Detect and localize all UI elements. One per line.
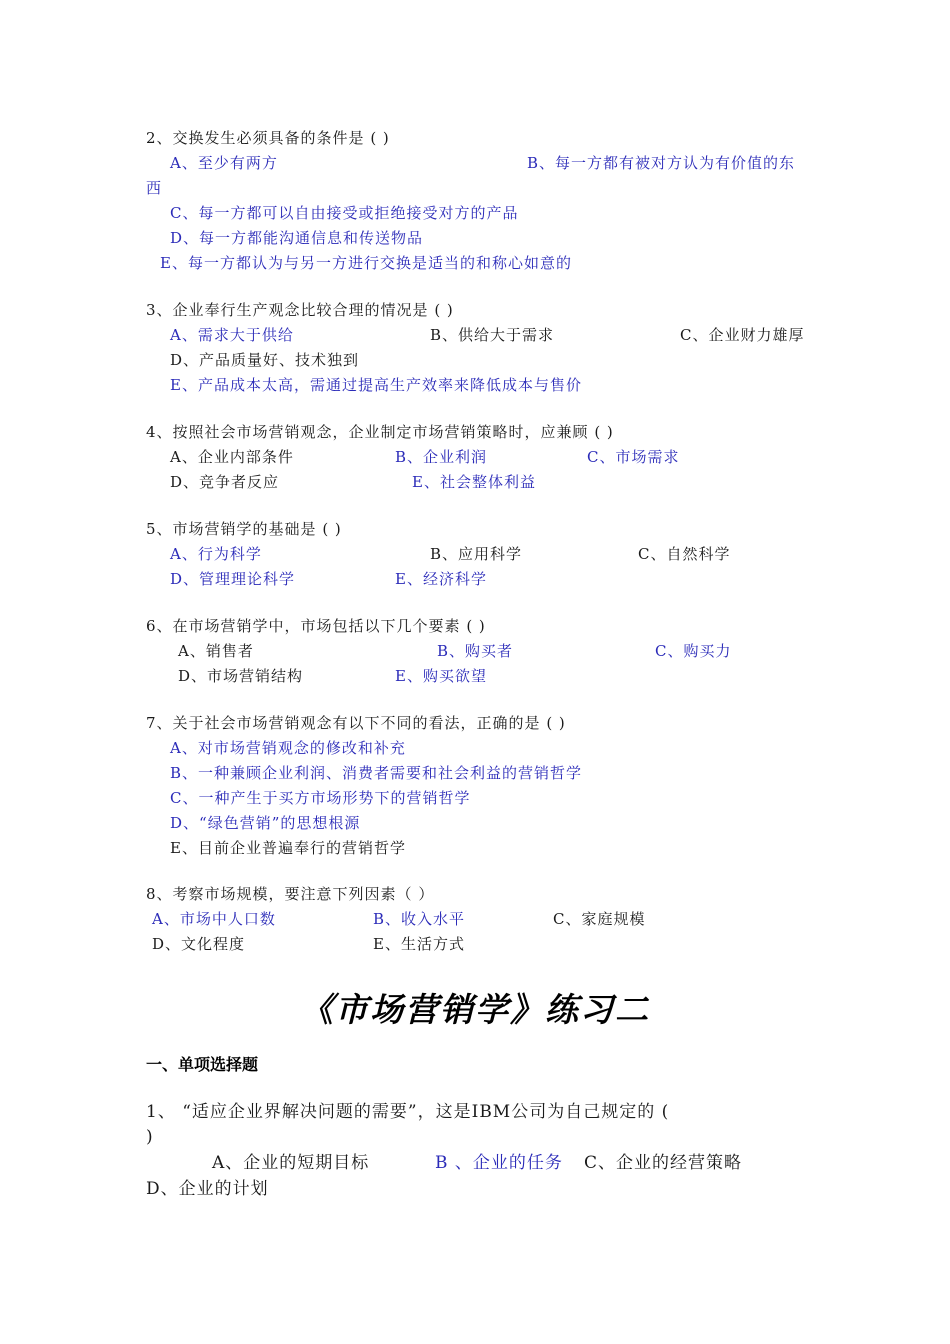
q4-option-a: A、企业内部条件 xyxy=(170,448,294,466)
part2-q1-option-a: A、企业的短期目标 xyxy=(212,1153,370,1173)
q8-option-a: A、市场中人口数 xyxy=(152,910,276,928)
q6-option-d: D、市场营销结构 xyxy=(178,667,304,685)
q6-option-e: E、购买欲望 xyxy=(395,667,487,685)
q8-option-d: D、文化程度 xyxy=(152,935,246,953)
q5-option-c: C、自然科学 xyxy=(638,545,731,563)
q7-option-e: E、目前企业普遍奉行的营销哲学 xyxy=(170,839,406,857)
exercise-title: 《市场营销学》练习二 xyxy=(300,990,650,1029)
question-8-stem: 8、考察市场规模，要注意下列因素（ ） xyxy=(146,885,435,903)
q6-option-a: A、销售者 xyxy=(178,642,254,660)
q2-option-e: E、每一方都认为与另一方进行交换是适当的和称心如意的 xyxy=(160,254,572,272)
q8-option-b: B、收入水平 xyxy=(373,910,466,928)
q6-option-b: B、购买者 xyxy=(437,642,514,660)
question-4-stem: 4、按照社会市场营销观念，企业制定市场营销策略时，应兼顾 ( ) xyxy=(146,423,614,441)
part2-q1-option-d: D、企业的计划 xyxy=(146,1179,269,1199)
part2-q1-option-b: B 、企业的任务 xyxy=(435,1153,563,1173)
q8-option-c: C、家庭规模 xyxy=(553,910,646,928)
part2-question-1-stem: 1、 “适应企业界解决问题的需要”，这是IBM公司为自己规定的 ( xyxy=(146,1102,670,1122)
q3-option-e: E、产品成本太高，需通过提高生产效率来降低成本与售价 xyxy=(170,376,582,394)
q2-option-d: D、每一方都能沟通信息和传送物品 xyxy=(170,229,424,247)
q2-option-b-cont: 西 xyxy=(146,179,163,197)
part2-q1-option-c: C、企业的经营策略 xyxy=(584,1153,743,1173)
q5-option-a: A、行为科学 xyxy=(170,545,262,563)
q4-option-b: B、企业利润 xyxy=(395,448,488,466)
part2-question-1-stem-cont: ) xyxy=(146,1127,154,1147)
question-5-stem: 5、市场营销学的基础是 ( ) xyxy=(146,520,342,538)
q5-option-e: E、经济科学 xyxy=(395,570,487,588)
q5-option-d: D、管理理论科学 xyxy=(170,570,296,588)
q4-option-c: C、市场需求 xyxy=(587,448,680,466)
q6-option-c: C、购买力 xyxy=(655,642,732,660)
question-7-stem: 7、关于社会市场营销观念有以下不同的看法，正确的是 ( ) xyxy=(146,714,566,732)
q4-option-d: D、竞争者反应 xyxy=(170,473,280,491)
question-3-stem: 3、企业奉行生产观念比较合理的情况是 ( ) xyxy=(146,301,454,319)
q2-option-b: B、每一方都有被对方认为有价值的东 xyxy=(527,154,796,172)
q7-option-a: A、对市场营销观念的修改和补充 xyxy=(170,739,406,757)
q5-option-b: B、应用科学 xyxy=(430,545,523,563)
q7-option-c: C、一种产生于买方市场形势下的营销哲学 xyxy=(170,789,471,807)
q3-option-d: D、产品质量好、技术独到 xyxy=(170,351,360,369)
q2-option-a: A、至少有两方 xyxy=(170,154,278,172)
q3-option-c: C、企业财力雄厚 xyxy=(680,326,805,344)
q7-option-d: D、“绿色营销”的思想根源 xyxy=(170,814,361,832)
q3-option-a: A、需求大于供给 xyxy=(170,326,294,344)
section-heading: 一、单项选择题 xyxy=(146,1055,259,1074)
q8-option-e: E、生活方式 xyxy=(373,935,465,953)
question-6-stem: 6、在市场营销学中，市场包括以下几个要素 ( ) xyxy=(146,617,486,635)
q7-option-b: B、一种兼顾企业利润、消费者需要和社会利益的营销哲学 xyxy=(170,764,583,782)
q3-option-b: B、供给大于需求 xyxy=(430,326,555,344)
question-2-stem: 2、交换发生必须具备的条件是 ( ) xyxy=(146,129,390,147)
q2-option-c: C、每一方都可以自由接受或拒绝接受对方的产品 xyxy=(170,204,519,222)
q4-option-e: E、社会整体利益 xyxy=(412,473,536,491)
